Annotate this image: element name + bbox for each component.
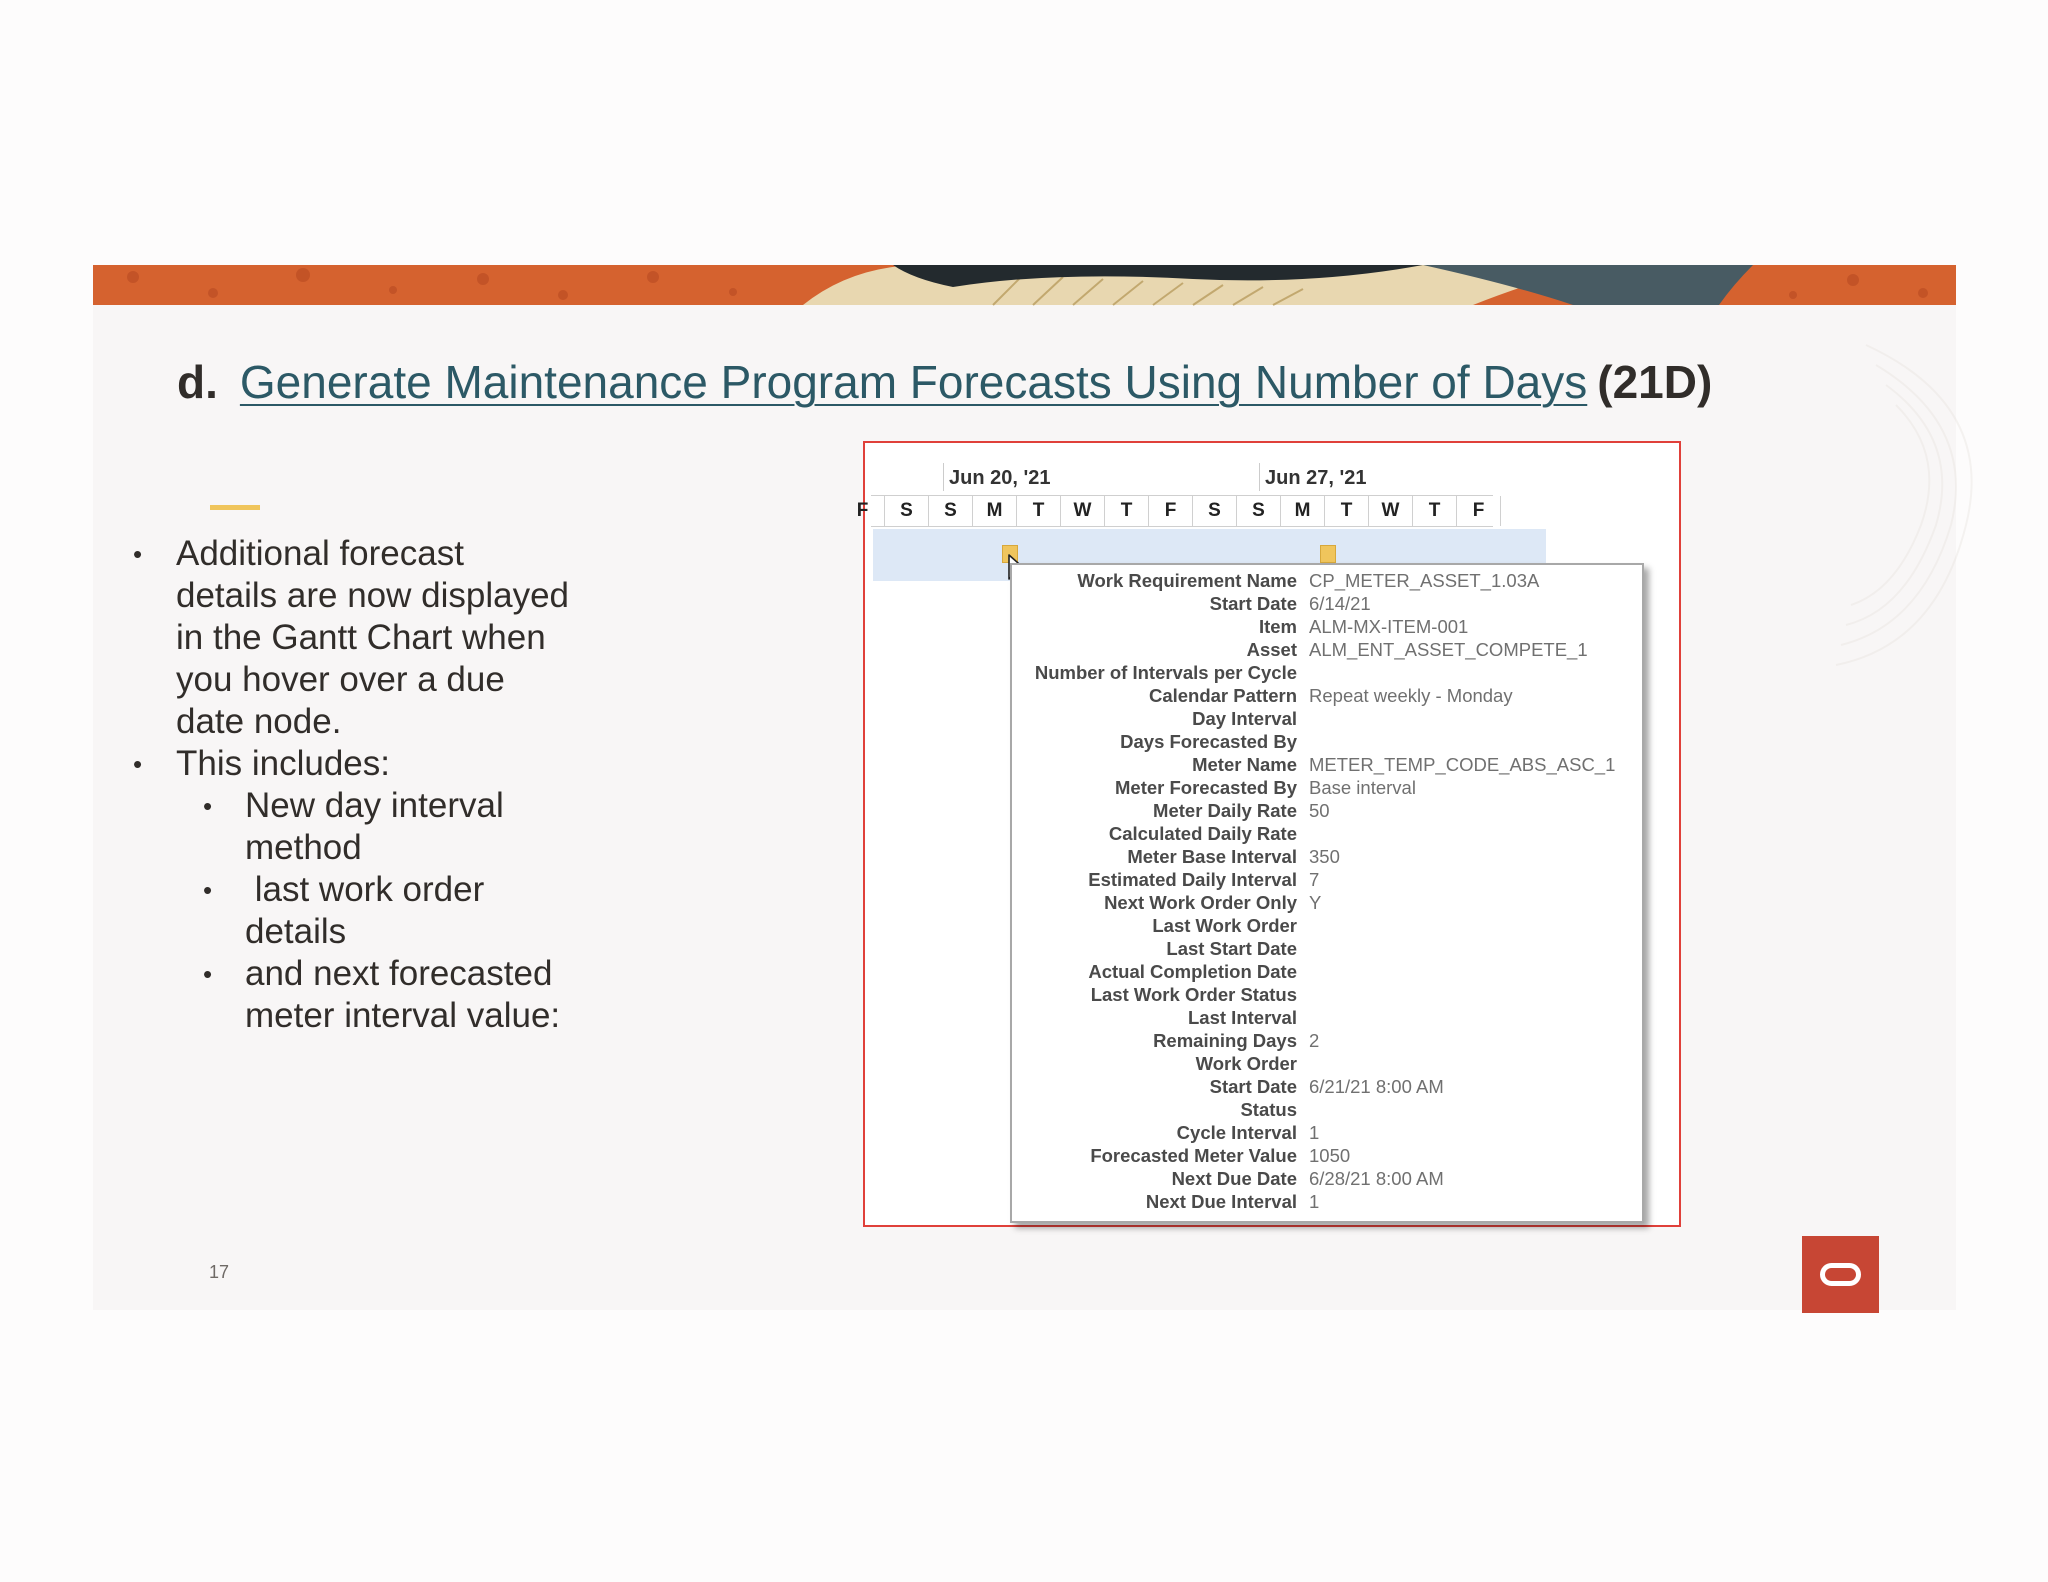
tooltip-label: Start Date (1209, 1076, 1297, 1097)
tooltip-row (1012, 1029, 1615, 1052)
title-link[interactable]: Generate Maintenance Program Forecasts Using Number of Days (239, 356, 1588, 408)
tooltip-value (1297, 960, 1309, 983)
tooltip-label: Cycle Interval (1176, 1122, 1297, 1143)
tooltip-value: ALM-MX-ITEM-001 (1309, 616, 1469, 637)
tooltip-label: Work Requirement Name (1077, 570, 1297, 591)
accent-dash (210, 505, 260, 510)
tooltip-row (1012, 1167, 1615, 1190)
title-letter: d. (177, 356, 218, 408)
tooltip-label: Next Work Order Only (1104, 892, 1297, 913)
tooltip-label: Asset (1246, 639, 1297, 660)
tooltip-label: Meter Forecasted By (1115, 777, 1297, 798)
tooltip-label: Meter Daily Rate (1153, 800, 1297, 821)
tooltip-row (1012, 914, 1615, 937)
day-cell: T (1017, 496, 1061, 526)
tooltip-label: Forecasted Meter Value (1090, 1145, 1297, 1166)
decorative-banner (93, 265, 1956, 305)
oracle-logo (1802, 1236, 1879, 1313)
tooltip-label: Meter Name (1192, 754, 1297, 775)
oracle-ring-icon (1820, 1263, 1861, 1286)
tooltip-row (1012, 845, 1615, 868)
tooltip-value: 50 (1309, 800, 1330, 821)
tooltip-row (1012, 1052, 1615, 1075)
tooltip-value: 2 (1309, 1030, 1320, 1051)
tooltip-value: 350 (1309, 846, 1340, 867)
title-release-tag: (21D) (1597, 356, 1713, 408)
slide-title (177, 355, 1712, 409)
tooltip-value: ALM_ENT_ASSET_COMPETE_1 (1309, 639, 1588, 660)
tooltip-label: Actual Completion Date (1088, 961, 1297, 982)
tooltip-row (1012, 983, 1615, 1006)
tooltip-label: Meter Base Interval (1127, 846, 1297, 867)
tooltip-value: Y (1309, 892, 1322, 913)
tooltip-row (1012, 1121, 1615, 1144)
forecast-details-tooltip (1010, 563, 1644, 1223)
tooltip-row (1012, 569, 1615, 592)
tooltip-value: 7 (1309, 869, 1320, 890)
tooltip-value: 6/21/21 8:00 AM (1309, 1076, 1444, 1097)
day-cell: S (929, 496, 973, 526)
tooltip-label: Remaining Days (1153, 1030, 1297, 1051)
tooltip-row (1012, 960, 1615, 983)
day-header-row (856, 495, 1493, 527)
week-label: Jun 27, '21 (1265, 467, 1367, 489)
tooltip-label: Estimated Daily Interval (1088, 869, 1297, 890)
decorative-swirl (1716, 325, 2016, 685)
tooltip-row (1012, 661, 1615, 684)
sub-bullet-item (176, 869, 573, 953)
tooltip-value: CP_METER_ASSET_1.03A (1309, 570, 1540, 591)
tooltip-value: 1 (1309, 1122, 1320, 1143)
tooltip-row (1012, 638, 1615, 661)
tooltip-value: 6/28/21 8:00 AM (1309, 1168, 1444, 1189)
tooltip-label: Work Order (1195, 1053, 1297, 1074)
day-cell: W (1369, 496, 1413, 526)
week-divider (943, 463, 944, 491)
sub-bullet-text: and next forecasted meter interval value: (245, 954, 561, 1035)
day-cell: T (1325, 496, 1369, 526)
tooltip-label: Item (1258, 616, 1297, 637)
week-label: Jun 20, '21 (949, 467, 1051, 489)
bullet-text: This includes: (176, 744, 390, 783)
gantt-screenshot (856, 441, 1681, 1227)
tooltip-label: Day Interval (1192, 708, 1297, 729)
tooltip-label: Start Date (1209, 593, 1297, 614)
tooltip-value: 1 (1309, 1191, 1320, 1212)
tooltip-label: Calculated Daily Rate (1108, 823, 1297, 844)
tooltip-row (1012, 868, 1615, 891)
day-cell: F (1457, 496, 1501, 526)
tooltip-row (1012, 1075, 1615, 1098)
tooltip-row (1012, 937, 1615, 960)
tooltip-value (1297, 983, 1309, 1006)
tooltip-row (1012, 684, 1615, 707)
sub-bullet-list (176, 785, 573, 1037)
tooltip-label: Status (1240, 1099, 1297, 1120)
day-cell: W (1061, 496, 1105, 526)
sub-bullet-item (176, 953, 573, 1037)
tooltip-value (1297, 1098, 1309, 1121)
tooltip-value (1297, 1006, 1309, 1029)
tooltip-label: Last Work Order (1152, 915, 1297, 936)
tooltip-row (1012, 1098, 1615, 1121)
due-date-node[interactable] (1320, 545, 1336, 563)
tooltip-label: Next Due Interval (1145, 1191, 1297, 1212)
tooltip-row (1012, 753, 1615, 776)
tooltip-row (1012, 1006, 1615, 1029)
day-cell: S (1193, 496, 1237, 526)
tooltip-value (1297, 707, 1309, 730)
day-cell: S (885, 496, 929, 526)
tooltip-value (1297, 914, 1309, 937)
day-cell: S (1237, 496, 1281, 526)
bullet-item (133, 533, 573, 743)
tooltip-value: METER_TEMP_CODE_ABS_ASC_1 (1309, 754, 1616, 775)
tooltip-row (1012, 592, 1615, 615)
tooltip-value: 6/14/21 (1309, 593, 1371, 614)
day-cell: T (1413, 496, 1457, 526)
week-divider (1259, 463, 1260, 491)
sub-bullet-text: New day interval method (245, 786, 504, 867)
day-cell: F (841, 496, 885, 526)
tooltip-value (1297, 822, 1309, 845)
sub-bullet-text: last work order details (245, 870, 494, 951)
tooltip-value: Base interval (1309, 777, 1416, 798)
tooltip-row (1012, 730, 1615, 753)
tooltip-row (1012, 776, 1615, 799)
tooltip-label: Next Due Date (1171, 1168, 1297, 1189)
bullet-text: Additional forecast details are now displayed in the Gantt Chart when you hover over a due date node. (176, 534, 570, 741)
tooltip-label: Last Work Order Status (1090, 984, 1297, 1005)
tooltip-row (1012, 615, 1615, 638)
day-cell: F (1149, 496, 1193, 526)
tooltip-row (1012, 1144, 1615, 1167)
tooltip-label: Days Forecasted By (1120, 731, 1297, 752)
tooltip-row (1012, 799, 1615, 822)
tooltip-value (1297, 937, 1309, 960)
tooltip-row (1012, 1190, 1615, 1213)
tooltip-row (1012, 891, 1615, 914)
tooltip-value (1297, 1052, 1309, 1075)
tooltip-value (1297, 661, 1309, 684)
tooltip-value: 1050 (1309, 1145, 1351, 1166)
tooltip-row (1012, 707, 1615, 730)
sub-bullet-item (176, 785, 573, 869)
bullet-item (133, 743, 573, 1037)
bullet-list (133, 533, 573, 1037)
tooltip-label: Calendar Pattern (1148, 685, 1297, 706)
tooltip-row (1012, 822, 1615, 845)
day-cell: M (973, 496, 1017, 526)
page-number: 17 (209, 1262, 230, 1282)
tooltip-value (1297, 730, 1309, 753)
day-cell: T (1105, 496, 1149, 526)
tooltip-label: Last Start Date (1166, 938, 1297, 959)
day-cell: M (1281, 496, 1325, 526)
tooltip-label: Number of Intervals per Cycle (1034, 662, 1297, 683)
tooltip-label: Last Interval (1188, 1007, 1297, 1028)
tooltip-rows (1012, 569, 1615, 1213)
tooltip-value: Repeat weekly - Monday (1309, 685, 1513, 706)
